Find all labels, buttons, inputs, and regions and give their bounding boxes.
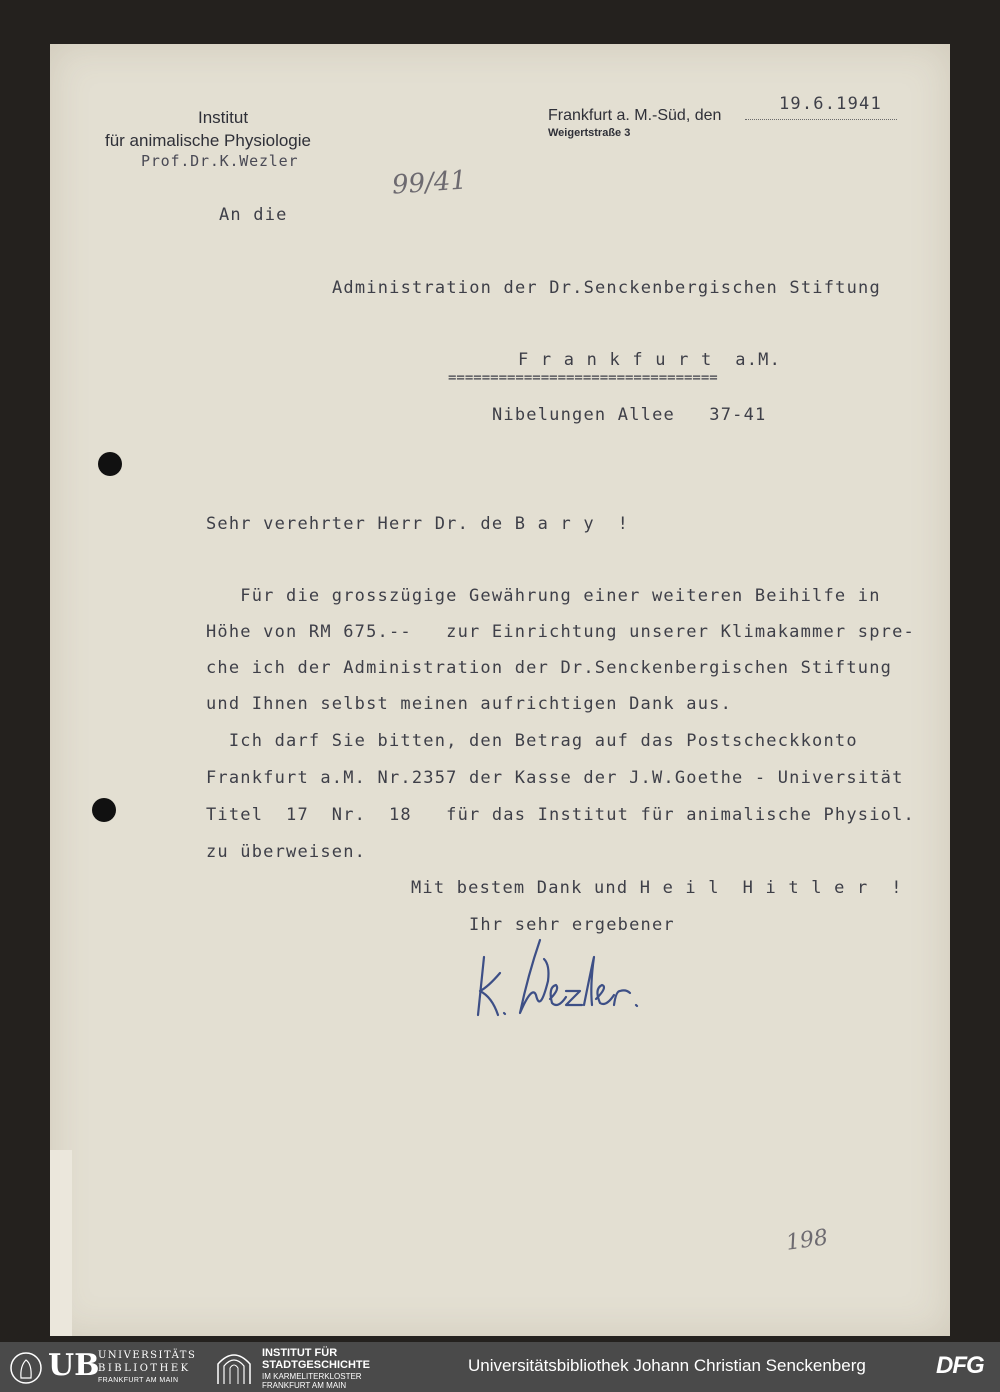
recipient-prefix: An die	[219, 205, 288, 225]
punch-hole-top	[98, 452, 122, 476]
handwritten-signature	[470, 935, 670, 1025]
recipient-city: F r a n k f u r t a.M.	[518, 350, 782, 370]
place-street: Weigertstraße 3	[548, 127, 631, 139]
isg-logo-line2: STADTGESCHICHTE	[262, 1359, 370, 1371]
dfg-logo: DFG	[936, 1352, 984, 1379]
recipient-street: Nibelungen Allee 37-41	[492, 405, 767, 425]
place-city: Frankfurt a. M.-Süd, den	[548, 107, 722, 124]
letter-date: 19.6.1941	[779, 94, 882, 114]
body-line-8: zu überweisen.	[206, 842, 367, 862]
file-number-note: 99/41	[391, 165, 468, 201]
body-line-4: und Ihnen selbst meinen aufrichtigen Dank aus.	[206, 694, 733, 714]
salutation: Sehr verehrter Herr Dr. de B a r y !	[206, 514, 630, 534]
ub-logo-letters: UB	[48, 1348, 100, 1383]
body-line-7: Titel 17 Nr. 18 für das Institut für animalische Physiol.	[206, 805, 915, 825]
body-line-3: che ich der Administration der Dr.Senckenbergischen Stiftung	[206, 658, 893, 678]
punch-hole-bottom	[92, 798, 116, 822]
ub-logo-line2: BIBLIOTHEK	[98, 1363, 191, 1374]
letterhead-professor: Prof.Dr.K.Wezler	[141, 152, 299, 170]
letterhead-department: für animalische Physiologie	[105, 131, 311, 150]
ub-logo-line3: FRANKFURT AM MAIN	[98, 1377, 179, 1384]
body-line-6: Frankfurt a.M. Nr.2357 der Kasse der J.W.Goethe - Universität	[206, 768, 904, 788]
isg-arch-icon	[214, 1350, 254, 1386]
isg-logo-line1: INSTITUT FÜR	[262, 1347, 338, 1359]
body-line-5: Ich darf Sie bitten, den Betrag auf das Postscheckkonto	[206, 731, 858, 751]
ub-logo-line1: UNIVERSITÄTS	[98, 1350, 197, 1361]
isg-logo-line3: IM KARMELITERKLOSTER	[262, 1372, 362, 1381]
letterhead-institut: Institut	[198, 108, 249, 127]
recipient-organisation: Administration der Dr.Senckenbergischen Stiftung	[332, 278, 881, 298]
isg-logo-line4: FRANKFURT AM MAIN	[262, 1381, 347, 1390]
footer-bar	[0, 1342, 1000, 1392]
recipient-city-underline: ================================	[448, 370, 718, 386]
paper-edge-strip	[50, 1150, 72, 1336]
closing-formula: Ihr sehr ergebener	[469, 915, 675, 935]
footer-library-name: Universitätsbibliothek Johann Christian Senckenberg	[468, 1356, 866, 1375]
ub-seal-icon	[6, 1350, 46, 1386]
body-line-1: Für die grosszügige Gewährung einer weiteren Beihilfe in	[206, 586, 881, 606]
letter-sheet	[50, 44, 950, 1336]
closing-greeting: Mit bestem Dank und H e i l H i t l e r !	[411, 878, 903, 898]
date-dotted-line	[745, 119, 897, 120]
body-line-2: Höhe von RM 675.-- zur Einrichtung unserer Klimakammer spre-	[206, 622, 915, 642]
page-number-note: 198	[784, 1225, 830, 1256]
